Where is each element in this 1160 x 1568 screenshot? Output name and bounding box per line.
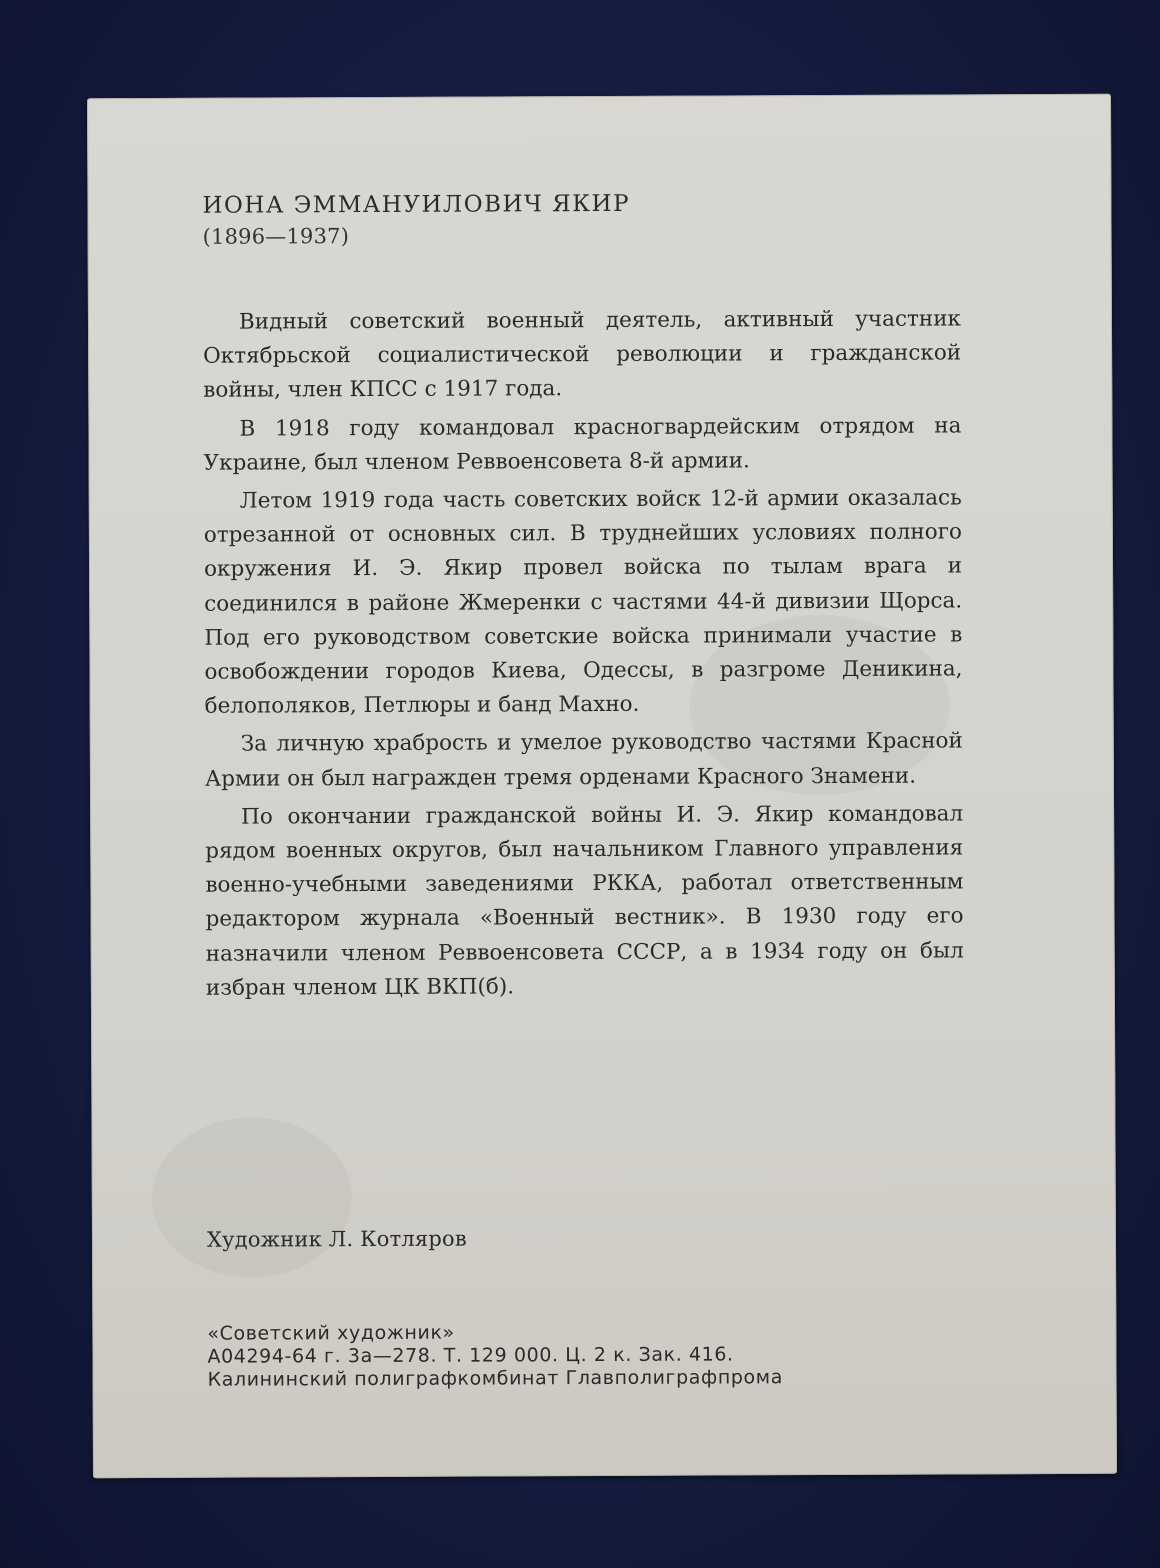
life-years: (1896—1937) <box>202 224 350 249</box>
imprint-block <box>207 1320 783 1392</box>
paragraph: За личную храбрость и умелое руководство частями Красной Армии он был награжден тремя орденами Красного Знамени. <box>204 728 963 792</box>
biography-text <box>203 302 964 1009</box>
artist-credit: Художник Л. Котляров <box>206 1226 467 1252</box>
paragraph: Летом 1919 года часть советских войск 12-й армии оказалась отрезанной от основных сил. В труднейших условиях полного окружения И. Э. Якир провел войска по тылам врага и соединился в районе Жмеренки с частями 44-й дивизии Щорса. Под его руководством советские войска принимали участие в освобождении городов Киева, Одессы, в разгроме Деникина, белополяков, Петлюры и банд Махно. <box>203 485 963 719</box>
person-name-heading: ИОНА ЭММАНУИЛОВИЧ ЯКИР <box>202 190 631 219</box>
publisher-name: «Советский художник» <box>207 1321 455 1345</box>
paragraph: Видный советский военный деятель, активный участник Октябрьской социалистической революции и гражданской войны, член КПСС с 1917 года. <box>203 306 962 404</box>
paper-stain <box>151 1117 352 1278</box>
order-line: А04294-64 г. 3а—278. Т. 129 000. Ц. 2 к. Зак. 416. <box>207 1343 734 1368</box>
paragraph: По окончании гражданской войны И. Э. Якир командовал рядом военных округов, был начальником Главного управления военно-учебными заведениями РККА, работал ответственным редактором журнала «Военный вестник». В 1930 году его назначили членом Реввоенсовета СССР, а в 1934 году он был избран членом ЦК ВКП(б). <box>205 801 964 1001</box>
paragraph: В 1918 году командовал красногвардейским отрядом на Украине, был членом Реввоенсовета 8-й армии. <box>203 413 962 476</box>
printer-name: Калининский полиграфкомбинат Главполиграфпрома <box>207 1366 783 1391</box>
postcard-back <box>87 94 1117 1478</box>
